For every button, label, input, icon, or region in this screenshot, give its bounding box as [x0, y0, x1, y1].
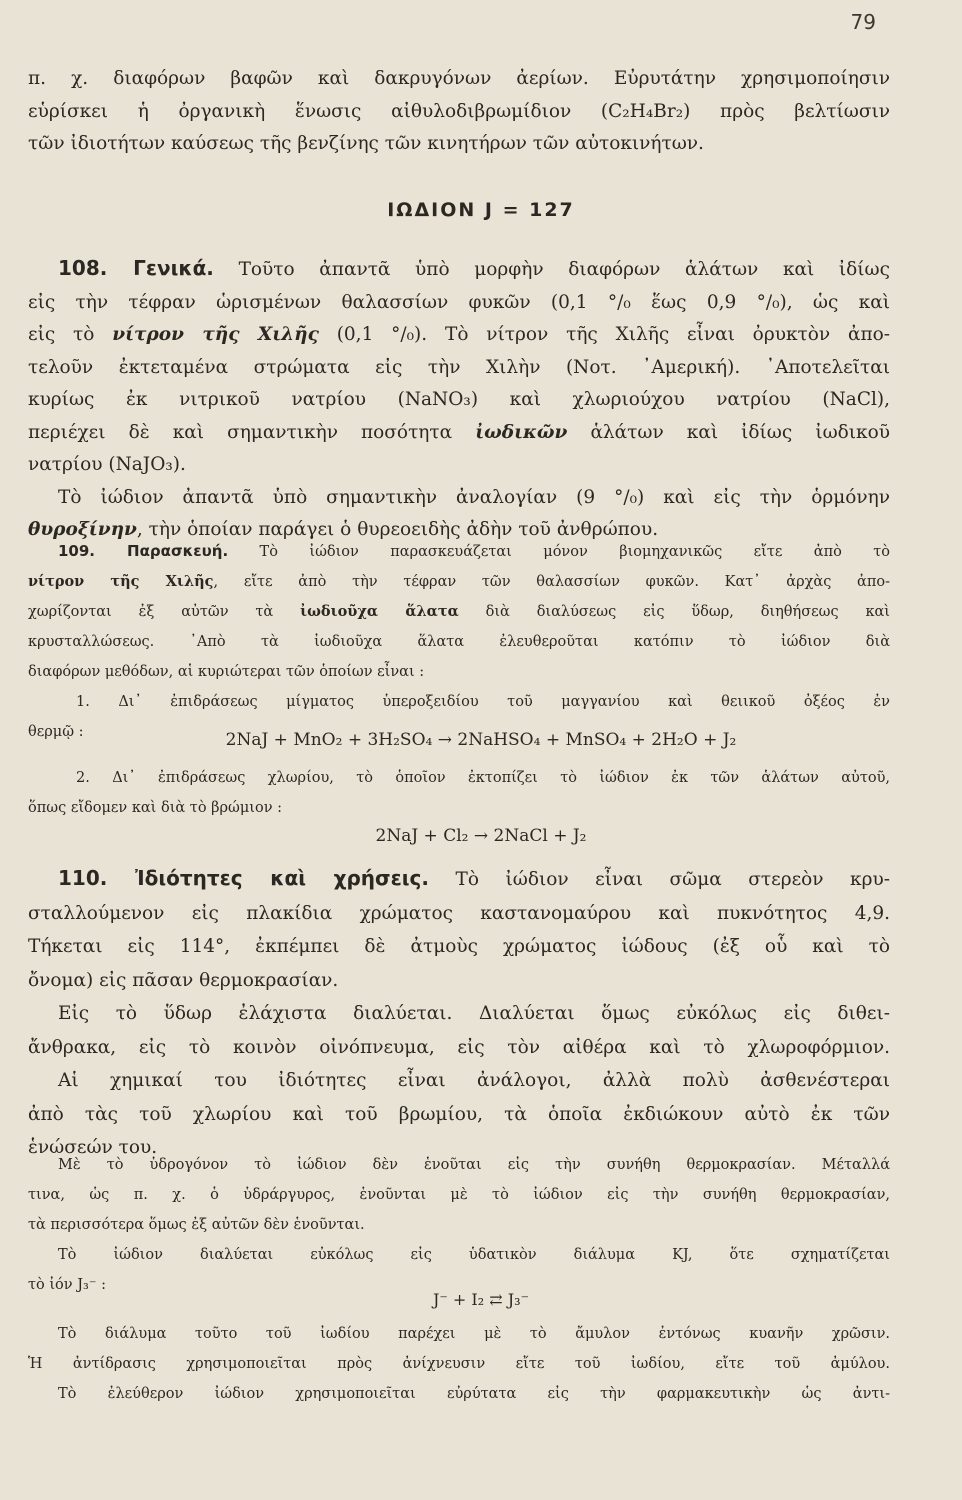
text-line [28, 567, 890, 597]
text-line: ὄνομα) εἰς πᾶσαν θερμοκρασίαν. [28, 969, 339, 991]
text-line: νατρίου (NaJO₃). [28, 454, 186, 475]
text-line: κρυσταλλώσεως. ᾽Απὸ τὰ ἰωδιοῦχα ἅλατα ἐλευθεροῦται κατόπιν τὸ ἰώδιον διὰ [28, 634, 890, 650]
text-line [28, 536, 890, 567]
text-line: τελοῦν ἐκτεταμένα στρώματα εἰς τὴν Χιλὴν (Νοτ. ᾽Αμερική). ᾽Αποτελεῖται [28, 356, 890, 378]
emphasis-text: νίτρον τῆς Χιλῆς [28, 573, 214, 590]
text-line: ἀπὸ τὰς τοῦ χλωρίου καὶ τοῦ βρωμίου, τὰ ὁποῖα ἐκδιώκουν αὐτὸ ἐκ τῶν [28, 1103, 890, 1125]
section-110 [28, 862, 890, 1165]
text-span: , εἴτε ἀπὸ τὴν τέφραν τῶν θαλασσίων φυκῶν. Κατ᾽ ἀρχὰς ἀπο- [213, 574, 890, 590]
emphasis-text: νίτρον τῆς Χιλῆς [112, 324, 319, 345]
text-line: Μὲ τὸ ὑδρογόνον τὸ ἰώδιον δὲν ἑνοῦται εἰς τὴν συνήθη θερμοκρασίαν. Μέταλλά [58, 1157, 890, 1173]
section-110-small-print-2 [28, 1319, 890, 1409]
text-line: κυρίως ἐκ νιτρικοῦ νατρίου (NaNO₃) καὶ χλωριούχου νατρίου (NaCl), [28, 389, 890, 410]
text-line: ἑνώσεών του. [28, 1137, 158, 1158]
emphasis-text: θυροξίνην [28, 519, 137, 540]
text-line: ἄνθρακα, εἰς τὸ κοινὸν οἰνόπνευμα, εἰς τὸν αἰθέρα καὶ τὸ χλωροφόρμιον. [28, 1036, 890, 1058]
text-span: περιέχει δὲ καὶ σημαντικὴν ποσότητα [28, 421, 476, 443]
text-line [28, 417, 890, 450]
section-title: 110. Ἰδιότητες καὶ χρήσεις. [58, 866, 429, 890]
text-line: διαφόρων μεθόδων, αἱ κυριώτεραι τῶν ὁποίων εἶναι : [28, 664, 425, 680]
text-line: τινα, ὡς π. χ. ὁ ὑδράργυρος, ἑνοῦνται μὲ τὸ ἰώδιον εἰς τὴν συνήθη θερμοκρασίαν, [28, 1187, 890, 1203]
text-line [28, 862, 890, 897]
text-line: σταλλούμενον εἰς πλακίδια χρώματος καστανομαύρου καὶ πυκνότητος 4,9. [28, 902, 890, 924]
text-line: τὸ ἰόν J₃⁻ : [28, 1277, 106, 1293]
page-number: 79 [850, 10, 876, 34]
text-line: Τὸ διάλυμα τοῦτο τοῦ ἰωδίου παρέχει μὲ τὸ ἄμυλον ἐντόνως κυανῆν χρῶσιν. [58, 1326, 890, 1342]
text-line [28, 597, 890, 627]
text-line: 1. Δι᾽ ἐπιδράσεως μίγματος ὑπεροξειδίου τοῦ μαγγανίου καὶ θειικοῦ ὀξέος ἐν [76, 694, 890, 710]
equation-1: 2NaJ + MnO₂ + 3H₂SO₄ → 2NaHSO₄ + MnSO₄ + 2H₂O + J₂ [225, 730, 737, 750]
text-span: Τὸ ἰώδιον παρασκευάζεται μόνον βιομηχανικῶς εἴτε ἀπὸ τὸ [228, 544, 890, 560]
text-line: Τὸ ἐλεύθερον ἰώδιον χρησιμοποιεῖται εὐρύτατα εἰς τὴν φαρμακευτικὴν ὡς ἀντι- [58, 1386, 890, 1402]
section-title: 109. Παρασκευή. [58, 542, 229, 560]
text-span: , τὴν ὁποίαν παράγει ὁ θυρεοειδὴς ἀδὴν τοῦ ἀνθρώπου. [136, 519, 659, 540]
section-108 [28, 252, 890, 547]
equation-3: J⁻ + I₂ ⇄ J₃⁻ [432, 1290, 530, 1309]
text-line: Τὸ ἰώδιον ἀπαντᾶ ὑπὸ σημαντικὴν ἀναλογίαν (9 °/₀) καὶ εἰς τὴν ὁρμόνην [58, 486, 890, 508]
text-line: Αἱ χημικαί του ἰδιότητες εἶναι ἀνάλογοι, ἀλλὰ πολὺ ἀσθενέστεραι [58, 1070, 890, 1091]
text-line: εὑρίσκει ἡ ὀργανικὴ ἕνωσις αἰθυλοδιβρωμίδιον (C₂H₄Br₂) πρὸς βελτίωσιν [28, 100, 890, 122]
text-line: ὅπως εἴδομεν καὶ διὰ τὸ βρώμιον : [28, 800, 283, 816]
text-span: ἁλάτων καὶ ἰδίως ἰωδικοῦ [567, 421, 890, 443]
text-span: Τοῦτο ἀπαντᾶ ὑπὸ μορφὴν διαφόρων ἁλάτων καὶ ἰδίως [213, 259, 890, 280]
text-line: Τήκεται εἰς 114°, ἐκπέμπει δὲ ἀτμοὺς χρώματος ἰώδους (ἐξ οὗ καὶ τὸ [28, 936, 890, 957]
text-line: 2. Δι᾽ ἐπιδράσεως χλωρίου, τὸ ὁποῖον ἐκτοπίζει τὸ ἰώδιον ἐκ τῶν ἁλάτων αὐτοῦ, [76, 770, 890, 786]
emphasis-text: ἰωδιοῦχα ἅλατα [300, 603, 459, 620]
element-heading: ΙΩΔΙΟΝ J = 127 [387, 199, 575, 221]
text-span: διὰ διαλύσεως εἰς ὕδωρ, διηθήσεως καὶ [458, 604, 890, 620]
intro-paragraph [28, 63, 890, 161]
text-span: εἰς τὸ [28, 324, 113, 345]
text-span: Τὸ ἰώδιον εἶναι σῶμα στερεὸν κρυ- [429, 869, 890, 890]
emphasis-text: ἰωδικῶν [475, 421, 568, 443]
text-line: Τὸ ἰώδιον διαλύεται εὐκόλως εἰς ὑδατικὸν διάλυμα KJ, ὅτε σχηματίζεται [58, 1247, 890, 1263]
text-line [28, 252, 890, 287]
text-span: χωρίζονται ἐξ αὐτῶν τὰ [28, 604, 301, 620]
text-line: Εἰς τὸ ὕδωρ ἐλάχιστα διαλύεται. Διαλύεται ὅμως εὐκόλως εἰς διθει- [58, 1003, 890, 1024]
text-line: τῶν ἰδιοτήτων καύσεως τῆς βενζίνης τῶν κινητήρων τῶν αὐτοκινήτων. [28, 133, 704, 154]
text-line: εἰς τὴν τέφραν ὡρισμένων θαλασσίων φυκῶν (0,1 °/₀ ἕως 0,9 °/₀), ὡς καὶ [28, 291, 890, 313]
section-109 [28, 536, 890, 747]
section-110-small-print [28, 1150, 890, 1300]
text-line [28, 319, 890, 352]
text-line: θερμῷ : [28, 724, 84, 740]
text-line: Ἡ ἀντίδρασις χρησιμοποιεῖται πρὸς ἀνίχνευσιν εἴτε τοῦ ἰωδίου, εἴτε τοῦ ἀμύλου. [28, 1356, 890, 1372]
section-title: 108. Γενικά. [58, 256, 214, 280]
equation-2: 2NaJ + Cl₂ → 2NaCl + J₂ [375, 826, 587, 846]
section-109-method-2 [28, 763, 890, 823]
text-span: (0,1 °/₀). Τὸ νίτρον τῆς Χιλῆς εἶναι ὀρυκτὸν ἀπο- [318, 324, 890, 345]
text-line: τὰ περισσότερα ὅμως ἐξ αὐτῶν δὲν ἑνοῦνται. [28, 1217, 365, 1233]
text-line: π. χ. διαφόρων βαφῶν καὶ δακρυγόνων ἀερίων. Εὐρυτάτην χρησιμοποίησιν [28, 68, 890, 89]
